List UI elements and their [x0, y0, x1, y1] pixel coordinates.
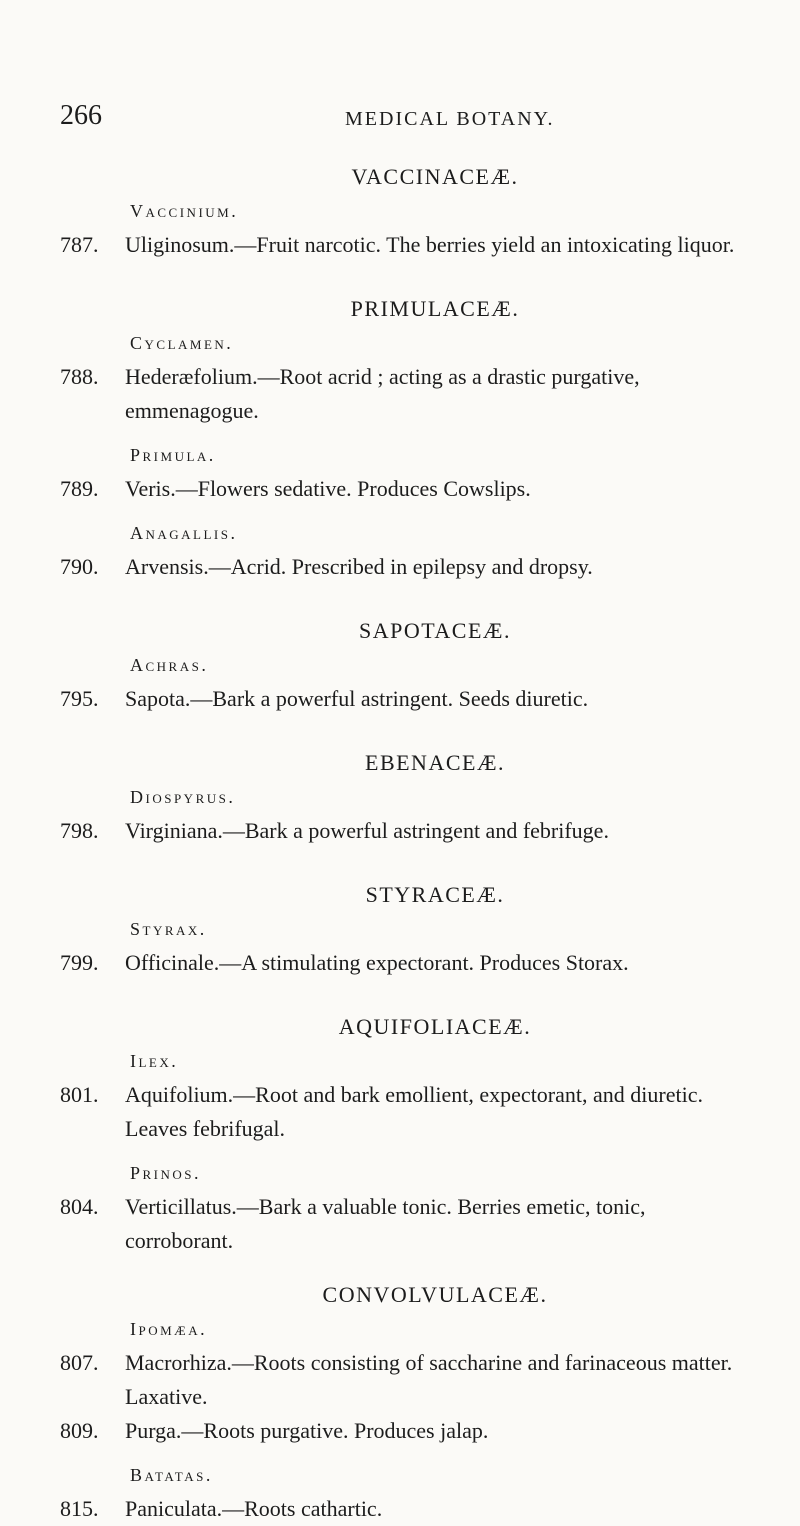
entry-text: Virginiana.—Bark a powerful astringent and febrifuge.: [125, 818, 609, 843]
entry-text: Aquifolium.—Root and bark emollient, expectorant, and diuretic. Leaves febrifugal.: [125, 1082, 703, 1141]
genus-heading: Prinos.: [130, 1163, 202, 1183]
entry: [60, 360, 750, 428]
entry-number: 788.: [60, 364, 99, 389]
running-title: MEDICAL BOTANY.: [345, 108, 555, 130]
genus-heading: Anagallis.: [130, 523, 238, 543]
family-section: [60, 1278, 750, 1526]
family-heading: VACCINACEÆ.: [351, 164, 519, 189]
entry-number: 790.: [60, 554, 99, 579]
genus-heading: Ipomæa.: [130, 1319, 208, 1339]
entry: [60, 1190, 750, 1258]
entry-number: 809.: [60, 1418, 99, 1443]
entry: [60, 1414, 750, 1448]
entry-text: Sapota.—Bark a powerful astringent. Seeds diuretic.: [125, 686, 589, 711]
genus-heading: Diospyrus.: [130, 787, 236, 807]
entry-number: 799.: [60, 950, 99, 975]
entry-number: 787.: [60, 232, 99, 257]
entry-text: Officinale.—A stimulating expectorant. Produces Storax.: [125, 950, 629, 975]
entry-text: Verticillatus.—Bark a valuable tonic. Berries emetic, tonic, corroborant.: [125, 1194, 646, 1253]
entry-text: Purga.—Roots purgative. Produces jalap.: [125, 1418, 489, 1443]
entry-text: Veris.—Flowers sedative. Produces Cowslips.: [125, 476, 531, 501]
entry-number: 795.: [60, 686, 99, 711]
family-section: [60, 878, 750, 980]
genus-heading: Cyclamen.: [130, 333, 234, 353]
entry: [60, 472, 750, 506]
entry: [60, 228, 750, 262]
entry-number: 798.: [60, 818, 99, 843]
entry-number: 804.: [60, 1194, 99, 1219]
entry-number: 807.: [60, 1350, 99, 1375]
entry-number: 789.: [60, 476, 99, 501]
family-heading: EBENACEÆ.: [365, 750, 505, 775]
entry: [60, 814, 750, 848]
genus-heading: Ilex.: [130, 1051, 179, 1071]
entry-text: Macrorhiza.—Roots consisting of saccharine and farinaceous matter. Laxative.: [125, 1350, 733, 1409]
family-heading: SAPOTACEÆ.: [359, 618, 511, 643]
genus-heading: Styrax.: [130, 919, 207, 939]
family-section: [60, 292, 750, 584]
family-heading: CONVOLVULACEÆ.: [322, 1282, 548, 1307]
entry: [60, 1492, 750, 1526]
family-section: [60, 160, 750, 262]
genus-heading: Primula.: [130, 445, 216, 465]
page-number: 266: [60, 100, 102, 131]
family-heading: PRIMULACEÆ.: [350, 296, 520, 321]
entry: [60, 1078, 750, 1146]
family-heading: STYRACEÆ.: [365, 882, 505, 907]
entry: [60, 946, 750, 980]
family-heading: AQUIFOLIACEÆ.: [338, 1014, 532, 1039]
entry-text: Arvensis.—Acrid. Prescribed in epilepsy and dropsy.: [125, 554, 593, 579]
entry: [60, 1346, 750, 1414]
genus-heading: Batatas.: [130, 1465, 213, 1485]
entry-number: 815.: [60, 1496, 99, 1521]
page-header: [60, 100, 760, 140]
entry-text: Uliginosum.—Fruit narcotic. The berries yield an intoxicating liquor.: [125, 232, 735, 257]
family-section: [60, 1010, 750, 1258]
entry-text: Paniculata.—Roots cathartic.: [125, 1496, 383, 1521]
page-content: [60, 160, 750, 1526]
entry: [60, 550, 750, 584]
entry-number: 801.: [60, 1082, 99, 1107]
genus-heading: Achras.: [130, 655, 209, 675]
entry-text: Hederæfolium.—Root acrid ; acting as a drastic purgative, emmenagogue.: [125, 364, 640, 423]
family-section: [60, 746, 750, 848]
genus-heading: Vaccinium.: [130, 201, 239, 221]
family-section: [60, 614, 750, 716]
entry: [60, 682, 750, 716]
